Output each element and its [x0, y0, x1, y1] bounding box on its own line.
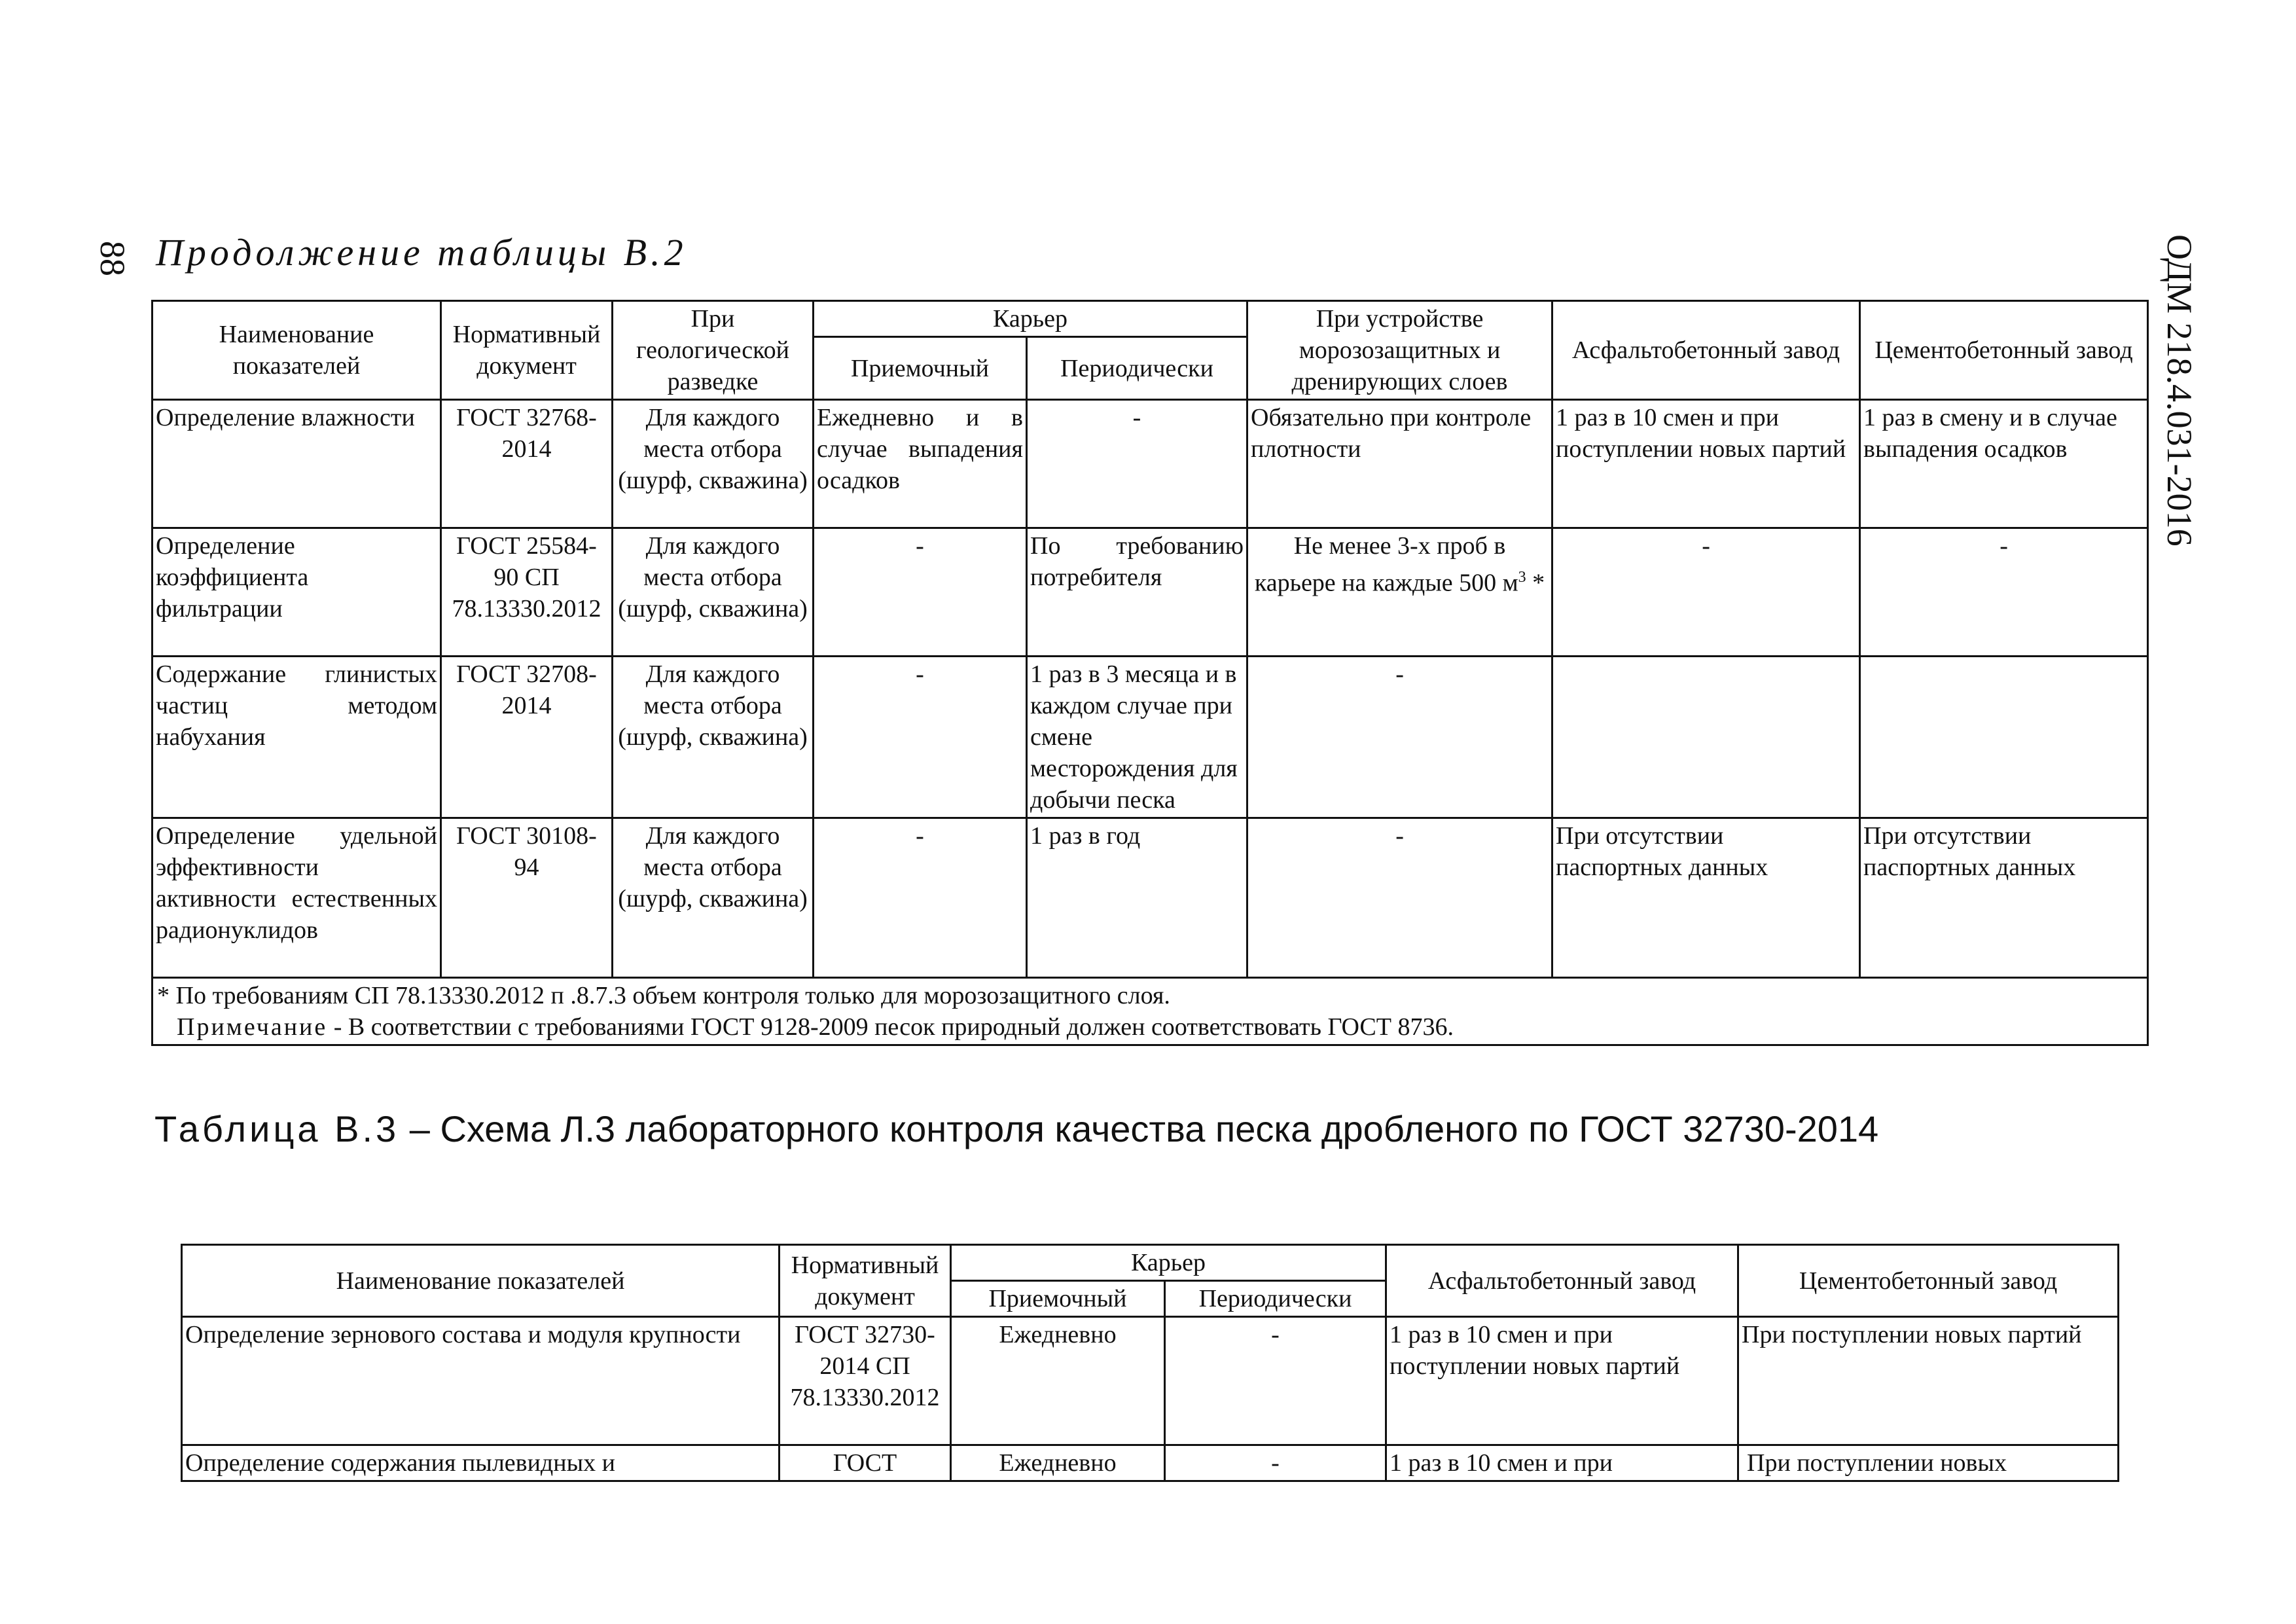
cell-receiving: - — [814, 528, 1027, 657]
cell-receiving: - — [814, 818, 1027, 978]
footnote-text: * По требованиям СП 78.13330.2012 п .8.7.3 объем контроля только для морозозащитного слоя. — [157, 982, 1170, 1009]
cell-indicator: Определение зернового состава и модуля крупности — [182, 1317, 780, 1445]
cell-cement: При отсутствии паспортных данных — [1860, 818, 2148, 978]
header-normative: Нормативный документ — [780, 1245, 951, 1317]
cell-geological: Для каждого места отбора (шурф, скважина) — [613, 400, 814, 528]
frost-footnote-mark: * — [1526, 569, 1545, 597]
cell-periodic: - — [1027, 400, 1247, 528]
header-frost: При устройстве морозозащитных и дренирующих слоев — [1247, 301, 1552, 400]
cell-periodic: 1 раз в год — [1027, 818, 1247, 978]
cell-receiving: Ежедневно — [951, 1317, 1165, 1445]
header-normative: Нормативный документ — [441, 301, 613, 400]
header-quarry: Карьер — [814, 301, 1247, 337]
cell-frost: - — [1247, 818, 1552, 978]
table-b2 — [151, 300, 2149, 1046]
note-line — [157, 1011, 2143, 1043]
cell-periodic: - — [1165, 1445, 1386, 1481]
header-indicator: Наименование показателей — [152, 301, 441, 400]
document-code: ОДМ 218.4.031-2016 — [2160, 234, 2199, 547]
cell-indicator: Определение содержания пылевидных и — [182, 1445, 780, 1481]
header-cement: Цементобетонный завод — [1860, 301, 2148, 400]
header-asphalt: Асфальтобетонный завод — [1552, 301, 1860, 400]
table-b3-caption: – Схема Л.3 лабораторного контроля качества песка дробленого по ГОСТ 32730-2014 — [399, 1108, 1879, 1149]
table-row — [152, 400, 2148, 528]
page-number: 88 — [93, 241, 132, 276]
cell-normative: ГОСТ 32768-2014 — [441, 400, 613, 528]
table-row — [152, 528, 2148, 657]
cell-cement: - — [1860, 528, 2148, 657]
cell-normative: ГОСТ 32708-2014 — [441, 657, 613, 818]
cell-periodic: По требованию потребителя — [1027, 528, 1247, 657]
header-asphalt: Асфальтобетонный завод — [1386, 1245, 1738, 1317]
footnote-cell — [152, 978, 2148, 1045]
cell-asphalt: - — [1552, 528, 1860, 657]
header-receiving: Приемочный — [814, 337, 1027, 400]
cell-periodic: - — [1165, 1317, 1386, 1445]
note-text: - В соответствии с требованиями ГОСТ 9128-2009 песок природный должен соответствовать ГОСТ 8736. — [327, 1013, 1454, 1041]
cell-normative: ГОСТ — [780, 1445, 951, 1481]
cell-geological: Для каждого места отбора (шурф, скважина) — [613, 528, 814, 657]
cell-indicator: Определение влажности — [152, 400, 441, 528]
cell-receiving: - — [814, 657, 1027, 818]
header-periodic: Периодически — [1027, 337, 1247, 400]
cell-frost: Обязательно при контроле плотности — [1247, 400, 1552, 528]
cell-cement: При поступлении новых — [1738, 1445, 2119, 1481]
cell-receiving: Ежедневно — [951, 1445, 1165, 1481]
cell-frost: - — [1247, 657, 1552, 818]
header-geological: При геологической разведке — [613, 301, 814, 400]
note-label: Примечание — [177, 1013, 328, 1041]
cell-periodic: 1 раз в 3 месяца и в каждом случае при смене месторождения для добычи песка — [1027, 657, 1247, 818]
cell-frost — [1247, 528, 1552, 657]
cell-indicator: Содержание глинистых частиц методом набухания — [152, 657, 441, 818]
table-row — [152, 657, 2148, 818]
cell-cement: При поступлении новых партий — [1738, 1317, 2119, 1445]
cell-asphalt: 1 раз в 10 смен и при поступлении новых партий — [1552, 400, 1860, 528]
frost-superscript: 3 — [1518, 569, 1526, 586]
header-indicator: Наименование показателей — [182, 1245, 780, 1317]
header-quarry: Карьер — [951, 1245, 1386, 1281]
table-row — [152, 818, 2148, 978]
cell-receiving: Ежедневно и в случае выпадения осадков — [814, 400, 1027, 528]
table-footnote-row — [152, 978, 2148, 1045]
cell-cement: 1 раз в смену и в случае выпадения осадков — [1860, 400, 2148, 528]
header-receiving: Приемочный — [951, 1281, 1165, 1317]
cell-normative: ГОСТ 25584-90 СП 78.13330.2012 — [441, 528, 613, 657]
cell-geological: Для каждого места отбора (шурф, скважина) — [613, 818, 814, 978]
table-header-row — [152, 301, 2148, 337]
cell-normative: ГОСТ 30108-94 — [441, 818, 613, 978]
header-cement: Цементобетонный завод — [1738, 1245, 2119, 1317]
table-row — [182, 1317, 2119, 1445]
cell-geological: Для каждого места отбора (шурф, скважина) — [613, 657, 814, 818]
frost-text: Не менее 3-х проб в карьере на каждые 500 — [1254, 532, 1506, 597]
cell-cement — [1860, 657, 2148, 818]
cell-asphalt: 1 раз в 10 смен и при поступлении новых партий — [1386, 1317, 1738, 1445]
cell-asphalt: 1 раз в 10 смен и при — [1386, 1445, 1738, 1481]
cell-indicator: Определение коэффициента фильтрации — [152, 528, 441, 657]
table-header-row — [182, 1245, 2119, 1281]
header-periodic: Периодически — [1165, 1281, 1386, 1317]
continued-table-title: Продолжение таблицы В.2 — [156, 231, 687, 274]
table-b3 — [181, 1244, 2119, 1482]
frost-unit: м — [1502, 569, 1518, 597]
cell-normative: ГОСТ 32730-2014 СП 78.13330.2012 — [780, 1317, 951, 1445]
cell-asphalt — [1552, 657, 1860, 818]
table-b3-label: Таблица В.3 — [154, 1108, 400, 1149]
table-b3-title — [154, 1108, 1878, 1150]
table-row — [182, 1445, 2119, 1481]
cell-indicator: Определение удельной эффективности активности естественных радионуклидов — [152, 818, 441, 978]
cell-asphalt: При отсутствии паспортных данных — [1552, 818, 1860, 978]
